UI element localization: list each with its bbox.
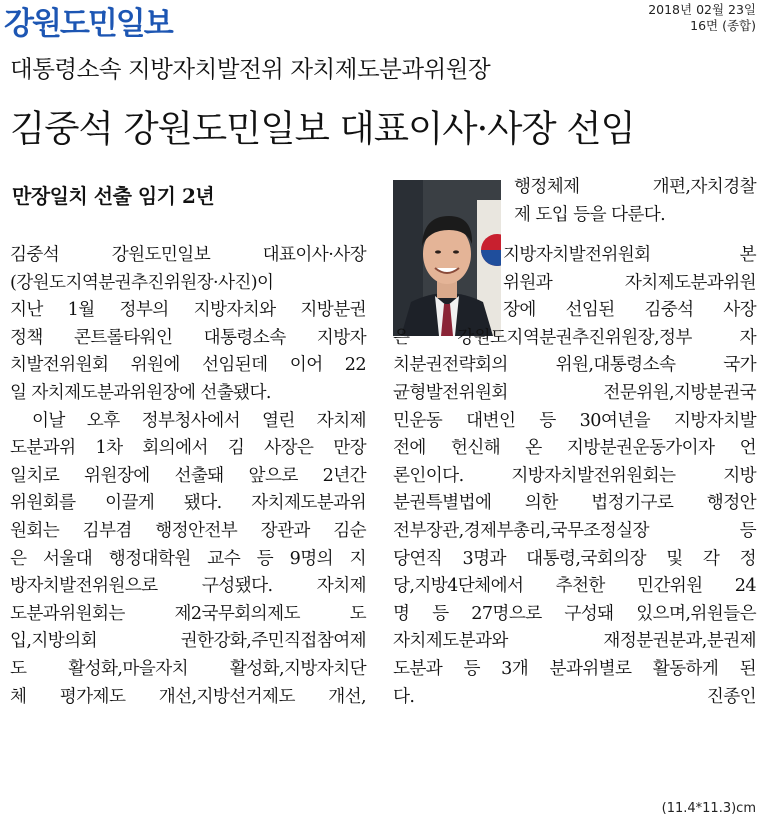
body-line: 위원회를 이끌게 됐다. 자치제도분과위 xyxy=(10,493,366,514)
body-line: 이날 오후 정부청사에서 열린 자치제 xyxy=(32,410,366,431)
body-line: 도분과위 1차 회의에서 김 사장은 만장 xyxy=(10,438,366,459)
body-line: 치발전위원회 위원에 선임된데 이어 22 xyxy=(10,355,366,376)
body-line: 론인이다. 지방자치발전위원회는 지방 xyxy=(393,465,756,486)
clipping-size-note: (11.4*11.3)cm xyxy=(661,801,756,816)
body-line: 전에 헌신해 온 지방분권운동가이자 언 xyxy=(393,438,756,459)
article-body-right-top xyxy=(514,174,756,229)
body-line: 분권특별법에 의한 법정기구로 행정안 xyxy=(393,493,756,514)
byline: 진종인 xyxy=(706,686,756,707)
article-body-right xyxy=(393,242,756,711)
body-line: 위원과 자치제도분과위원 xyxy=(503,272,756,293)
body-line: (강원도지역분권추진위원장·사진)이 xyxy=(10,272,274,293)
body-line: 자치제도분과와 재정분권분과,분권제 xyxy=(393,631,756,652)
masthead xyxy=(0,0,762,44)
body-line: 지방자치발전위원회 본 xyxy=(503,245,756,265)
body-line: 도 활성화,마을자치 활성화,지방자치단 xyxy=(10,658,366,679)
body-line: 균형발전위원회 전문위원,지방분권국 xyxy=(393,382,756,403)
body-line: 치분권전략회의 위원,대통령소속 국가 xyxy=(393,355,756,376)
body-line: 장에 선임된 김중석 사장 xyxy=(503,300,756,321)
body-line: 도분과 등 3개 분과위별로 활동하게 된 xyxy=(393,658,756,679)
body-line: 제 도입 등을 다룬다. xyxy=(514,204,666,225)
body-line: 지난 1월 정부의 지방자치와 지방분권 xyxy=(10,300,366,321)
newspaper-logo: 강원도민일보 xyxy=(4,6,172,42)
body-line: 일 자치제도분과위원장에 선출됐다. xyxy=(10,382,271,403)
page-number: 16면 (종합) xyxy=(690,18,756,33)
body-line: 행정체제 개편,자치경찰 xyxy=(514,177,756,197)
body-line: 당,지방4단체에서 추천한 민간위원 24 xyxy=(393,576,756,597)
body-line: 입,지방의회 권한강화,주민직접참여제 xyxy=(10,631,366,652)
body-line: 은 서울대 행정대학원 교수 등 9명의 지 xyxy=(10,548,366,569)
article-body-left xyxy=(10,242,366,711)
body-line: 은 강원도지역분권추진위원장,정부 자 xyxy=(393,327,756,348)
publish-date: 2018년 02월 23일 xyxy=(648,2,756,17)
subheadline: 대통령소속 지방자치발전위 자치제도분과위원장 xyxy=(10,55,491,83)
body-line: 체 평가제도 개선,지방선거제도 개선, xyxy=(10,686,366,707)
body-line: 민운동 대변인 등 30여년을 지방자치발 xyxy=(393,410,756,431)
body-line: 당연직 3명과 대통령,국회의장 및 각 정 xyxy=(393,548,756,569)
body-line: 전부장관,경제부총리,국무조정실장 등 xyxy=(393,520,756,541)
dateline xyxy=(648,2,756,34)
kicker: 만장일치 선출 임기 2년 xyxy=(12,184,215,208)
body-line: 김중석 강원도민일보 대표이사·사장 xyxy=(10,245,366,265)
headline: 김중석 강원도민일보 대표이사·사장 선임 xyxy=(10,107,635,150)
body-line: 다. 진종인 xyxy=(393,684,756,712)
body-line: 정책 콘트롤타워인 대통령소속 지방자 xyxy=(10,327,366,348)
body-line: 방자치발전위원으로 구성됐다. 자치제 xyxy=(10,576,366,597)
body-line: 도분과위원회는 제2국무회의제도 도 xyxy=(10,603,366,624)
body-line: 일치로 위원장에 선출돼 앞으로 2년간 xyxy=(10,465,366,486)
body-line: 명 등 27명으로 구성돼 있으며,위원들은 xyxy=(393,603,756,624)
body-line: 원회는 김부겸 행정안전부 장관과 김순 xyxy=(10,520,366,541)
